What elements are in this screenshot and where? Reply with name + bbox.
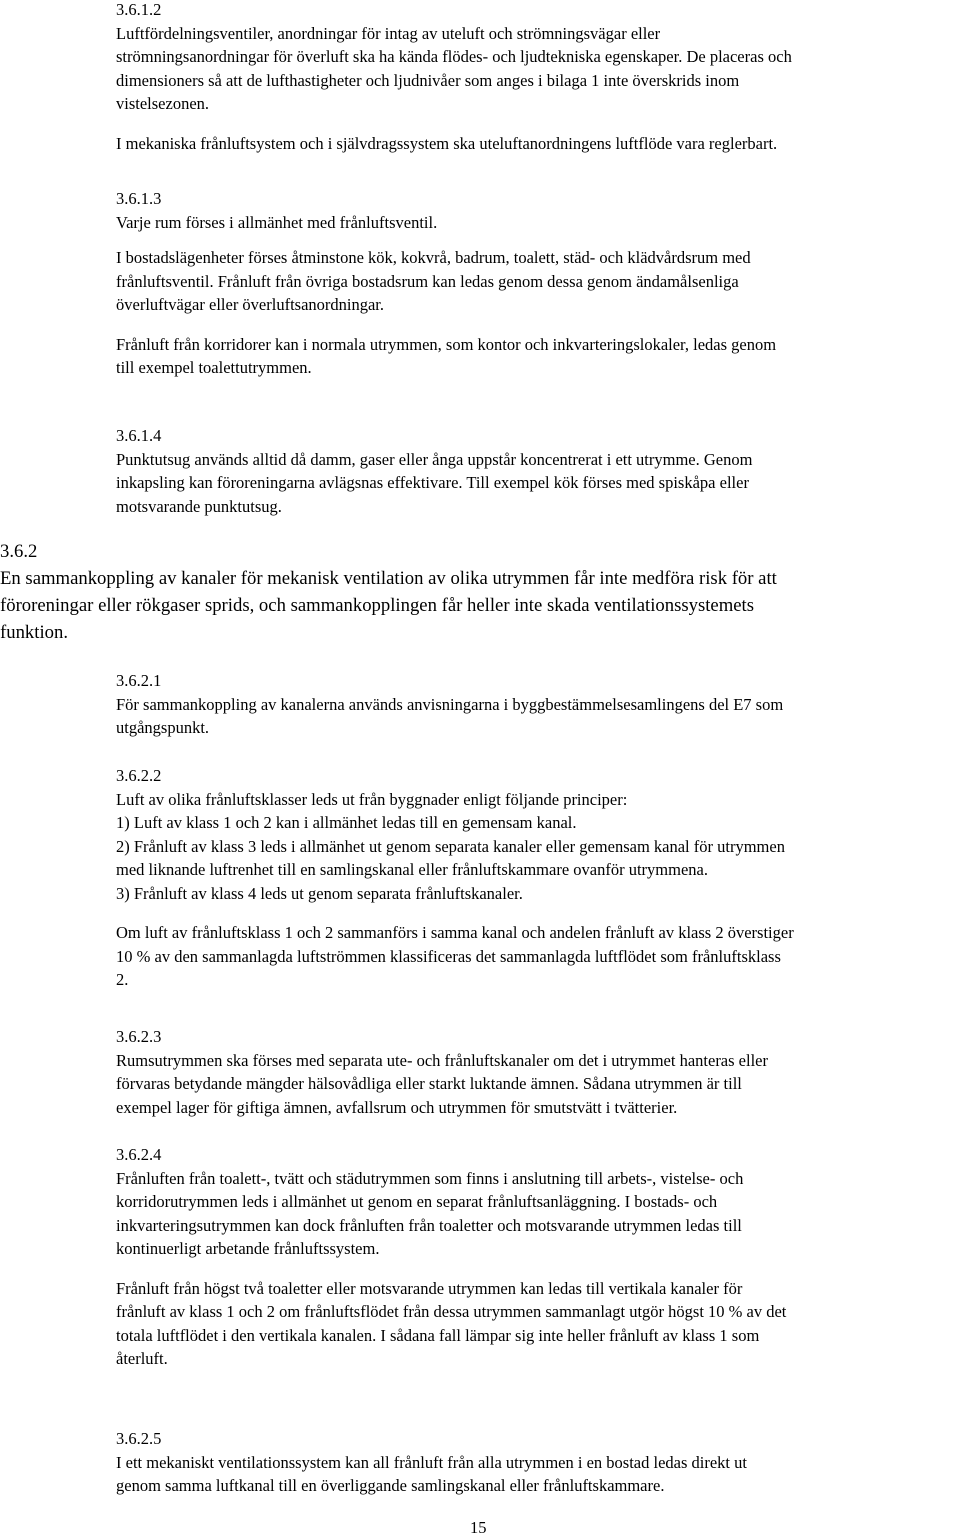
text-line: totala luftflödet i den vertikala kanalen. I sådana fall lämpar sig inte heller frånluft av klass 1 som bbox=[116, 1325, 760, 1345]
paragraph bbox=[116, 22, 958, 116]
paragraph bbox=[116, 246, 958, 317]
section-3-6-2-5 bbox=[116, 1427, 958, 1510]
text-line: inkvarteringsutrymmen kan dock frånluften från toaletter och motsvarande utrymmen ledas till bbox=[116, 1215, 742, 1235]
text-line: Luftfördelningsventiler, anordningar för intag av uteluft och strömningsvägar eller bbox=[116, 23, 661, 43]
paragraph bbox=[116, 333, 958, 380]
section-3-6-2-3 bbox=[116, 1025, 958, 1131]
section-number: 3.6.2.1 bbox=[116, 671, 162, 690]
list-item: 1) Luft av klass 1 och 2 kan i allmänhet ledas till en gemensam kanal. bbox=[116, 813, 577, 832]
text-line: Om luft av frånluftsklass 1 och 2 sammanförs i samma kanal och andelen frånluft av klass 2 överstiger bbox=[116, 923, 794, 942]
section-3-6-2-2 bbox=[116, 764, 958, 1004]
paragraph bbox=[116, 921, 958, 992]
paragraph bbox=[116, 788, 958, 906]
section-number: 3.6.2 bbox=[0, 541, 38, 562]
text-line: funktion. bbox=[0, 622, 68, 643]
text-line: överluftvägar eller överluftsanordningar. bbox=[116, 295, 385, 314]
text-line: kontinuerligt arbetande frånluftssystem. bbox=[116, 1239, 380, 1258]
text-line: utgångspunkt. bbox=[116, 718, 210, 737]
text-line: I mekaniska frånluftsystem och i självdragssystem ska uteluftanordningens luftflöde vara reglerbart. bbox=[116, 133, 778, 153]
text-line: 2. bbox=[116, 970, 129, 989]
text-line: I ett mekaniskt ventilationssystem kan all frånluft från alla utrymmen i en bostad ledas direkt ut bbox=[116, 1452, 747, 1472]
text-line: För sammankoppling av kanalerna används anvisningarna i byggbestämmelsesamlingens del E7 som bbox=[116, 694, 784, 714]
text-line: Luft av olika frånluftsklasser leds ut från byggnader enligt följande principer: bbox=[116, 789, 628, 809]
text-line: förvaras betydande mängder hälsovådliga eller starkt luktande ämnen. Sådana utrymmen är till bbox=[116, 1074, 742, 1093]
text-line: En sammankoppling av kanaler för mekanisk ventilation av olika utrymmen får inte medföra risk för att bbox=[0, 568, 777, 589]
paragraph bbox=[116, 1167, 958, 1261]
section-number: 3.6.1.2 bbox=[116, 0, 162, 19]
section-3-6-2-1 bbox=[116, 669, 958, 752]
paragraph bbox=[116, 1277, 958, 1371]
list-item: 2) Frånluft av klass 3 leds i allmänhet ut genom separata kanaler eller gemensam kanal för utrymmen bbox=[116, 836, 785, 856]
text-line: frånluftsventil. Frånluft från övriga bostadsrum kan ledas genom dessa genom ändamålsenliga bbox=[116, 271, 739, 291]
paragraph bbox=[116, 132, 958, 156]
section-3-6-2 bbox=[0, 538, 958, 646]
text-line: dimensioners så att de lufthastigheter och ljudnivåer som anges i bilaga 1 inte överskrids inom bbox=[116, 70, 740, 90]
text-line: Rumsutrymmen ska förses med separata ute- och frånluftskanaler om det i utrymmet hanteras eller bbox=[116, 1050, 768, 1070]
text-line: vistelsezonen. bbox=[116, 94, 210, 113]
text-line: 10 % av den sammanlagda luftströmmen klassificeras det sammanlagda luftflödet som frånluftsklass bbox=[116, 946, 781, 966]
text-line: Punktutsug används alltid då damm, gaser eller ånga uppstår koncentrerat i ett utrymme. Genom bbox=[116, 449, 753, 469]
paragraph bbox=[116, 1451, 958, 1498]
text-line: strömningsanordningar för överluft ska ha kända flödes- och ljudtekniska egenskaper. De placeras och bbox=[116, 47, 792, 66]
section-number: 3.6.1.3 bbox=[116, 189, 162, 208]
section-3-6-1-2 bbox=[116, 0, 958, 167]
section-number: 3.6.2.4 bbox=[116, 1145, 162, 1164]
section-3-6-2-4 bbox=[116, 1143, 958, 1383]
page-number: 15 bbox=[470, 1518, 487, 1537]
list-item-continuation: med liknande luftrenhet till en samlingskanal eller frånluftskammare ovanför utrymmena. bbox=[116, 860, 708, 879]
text-line: Varje rum förses i allmänhet med frånluftsventil. bbox=[116, 212, 438, 232]
paragraph bbox=[116, 1049, 958, 1120]
section-number: 3.6.2.3 bbox=[116, 1027, 162, 1046]
section-3-6-1-4 bbox=[116, 424, 958, 530]
text-line: I bostadslägenheter förses åtminstone kök, kokvrå, badrum, toalett, städ- och klädvårdsrum med bbox=[116, 248, 751, 267]
paragraph bbox=[116, 448, 958, 519]
text-line: Frånluft från högst två toaletter eller motsvarande utrymmen kan ledas till vertikala kanaler för bbox=[116, 1278, 743, 1298]
section-number: 3.6.1.4 bbox=[116, 426, 162, 445]
text-line: Frånluften från toalett-, tvätt och städutrymmen som finns i anslutning till arbets-, vistelse- och bbox=[116, 1168, 744, 1188]
section-3-6-1-3 bbox=[116, 187, 958, 392]
list-item: 3) Frånluft av klass 4 leds ut genom separata frånluftskanaler. bbox=[116, 883, 523, 903]
text-line: exempel lager för giftiga ämnen, avfallsrum och utrymmen för smutstvätt i tvätterier. bbox=[116, 1097, 678, 1117]
section-number: 3.6.2.5 bbox=[116, 1429, 162, 1448]
text-line: återluft. bbox=[116, 1349, 168, 1368]
section-number: 3.6.2.2 bbox=[116, 766, 162, 785]
text-line: genom samma luftkanal till en överliggande samlingskanal eller frånluftskammare. bbox=[116, 1476, 665, 1495]
text-line: föroreningar eller rökgaser sprids, och sammankopplingen får heller inte skada ventilationssystemets bbox=[0, 595, 755, 616]
paragraph bbox=[116, 211, 958, 235]
text-line: frånluft av klass 1 och 2 om frånluftsflödet från dessa utrymmen sammanlagt utgör högst 10 % av det bbox=[116, 1302, 787, 1321]
text-line: korridorutrymmen leds i allmänhet ut genom en separat frånluftsanläggning. I bostads- och bbox=[116, 1192, 718, 1211]
paragraph bbox=[116, 693, 958, 740]
text-line: inkapsling kan föroreningarna avlägsnas effektivare. Till exempel kök förses med spiskåpa eller bbox=[116, 473, 749, 492]
text-line: till exempel toalettutrymmen. bbox=[116, 358, 312, 377]
text-line: motsvarande punktutsug. bbox=[116, 496, 282, 516]
text-line: Frånluft från korridorer kan i normala utrymmen, som kontor och inkvarteringslokaler, ledas genom bbox=[116, 334, 777, 354]
